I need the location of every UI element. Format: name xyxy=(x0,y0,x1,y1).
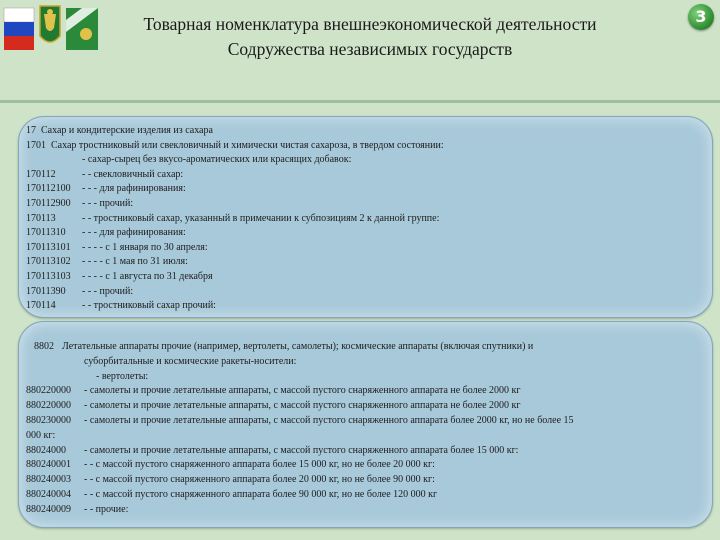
hs-code: 170112 xyxy=(26,168,56,180)
header-divider xyxy=(0,100,720,103)
hs-description: Летательные аппараты прочие (например, вертолеты, самолеты); космические аппараты (включая спутники) и xyxy=(62,341,534,352)
hs-description: - - - - с 1 августа по 31 декабря xyxy=(82,271,213,282)
title-line-1: Товарная номенклатура внешнеэкономической деятельности xyxy=(143,14,597,34)
section1-row xyxy=(26,285,133,299)
section1-row xyxy=(26,182,186,196)
hs-description: - - тростниковый сахар, указанный в примечании к субпозициям 2 к данной группе: xyxy=(82,212,440,224)
customs-emblem-icon xyxy=(40,6,60,42)
section1-row xyxy=(26,270,213,284)
section1-row xyxy=(26,139,444,153)
section2-row: - вертолеты: xyxy=(96,370,149,382)
logos xyxy=(2,2,102,58)
hs-code: 88024000 xyxy=(26,444,66,456)
hs-code: 17011390 xyxy=(26,285,66,297)
hs-description: - самолеты и прочие летательные аппараты, с массой пустого снаряженного аппарата более 15 000 кг: xyxy=(84,444,519,456)
hs-description: Сахар и кондитерские изделия из сахара xyxy=(41,125,213,136)
hs-code: 880240001 xyxy=(26,459,71,471)
hs-description: - - свекловичный сахар: xyxy=(82,168,184,180)
hs-code: 17011310 xyxy=(26,227,66,239)
hs-code: 880230000 xyxy=(26,415,71,426)
hs-description: - - с массой пустого снаряженного аппарата более 20 000 кг, но не более 90 000 кг: xyxy=(84,474,435,486)
hs-code: 880220000 xyxy=(26,400,71,412)
hs-code: 17 xyxy=(26,125,36,136)
section2-row: 000 кг: xyxy=(26,429,56,441)
hs-description: - - - для рафинирования: xyxy=(82,227,186,239)
section2-row: суборбитальные и космические ракеты-носители: xyxy=(84,355,297,367)
hs-code: 170113102 xyxy=(26,256,71,268)
section1-row xyxy=(26,212,439,226)
hs-code: 170112100 xyxy=(26,183,71,195)
hs-code: 170114 xyxy=(26,300,56,312)
hs-description: - - - - с 1 мая по 31 июля: xyxy=(82,256,188,268)
page-title xyxy=(110,12,630,62)
hs-description: - - с массой пустого снаряженного аппарата более 15 000 кг, но не более 20 000 кг: xyxy=(84,459,435,471)
hs-code: 880220000 xyxy=(26,385,71,397)
russian-flag-icon xyxy=(4,8,34,50)
hs-code: 170113101 xyxy=(26,241,71,253)
section2-row xyxy=(26,473,435,487)
section2-row xyxy=(26,503,128,517)
section2-row xyxy=(26,384,520,398)
hs-code: 170112900 xyxy=(26,198,71,209)
section2-row xyxy=(26,414,574,428)
hs-description: - - с массой пустого снаряженного аппарата более 90 000 кг, но не более 120 000 кг xyxy=(84,489,438,500)
hs-code: 170113 xyxy=(26,212,56,224)
hs-description: Сахар тростниковый или свекловичный и химически чистая сахароза, в твердом состоянии: xyxy=(51,139,444,151)
title-line-2: Содружества независимых государств xyxy=(227,39,513,59)
hs-description: - самолеты и прочие летательные аппараты, с массой пустого снаряженного аппарата не более 2000 кг xyxy=(84,400,521,412)
hs-description: - самолеты и прочие летательные аппараты, с массой пустого снаряженного аппарата более 2000 кг, но не более 15 xyxy=(84,415,574,426)
section1-row: - сахар-сырец без вкусо-ароматических или красящих добавок: xyxy=(82,154,352,166)
hs-description: - - - прочий: xyxy=(82,285,134,297)
section1-row xyxy=(26,168,183,182)
hs-description: - - тростниковый сахар прочий: xyxy=(82,300,216,312)
section2-row xyxy=(26,399,520,413)
hs-description: - - - прочий: xyxy=(82,198,134,209)
section1-row xyxy=(26,255,188,269)
slide-header xyxy=(0,0,720,104)
page-number-badge: 3 xyxy=(688,4,714,30)
hs-code: 880240009 xyxy=(26,503,71,515)
hs-code: 170113103 xyxy=(26,271,71,282)
section1-row xyxy=(26,299,216,313)
section1-row xyxy=(26,241,208,255)
hs-code: 1701 xyxy=(26,139,46,151)
section2-row xyxy=(26,444,518,458)
customs-flag-icon xyxy=(66,8,98,50)
section2-row xyxy=(26,488,437,502)
hs-description: - - - для рафинирования: xyxy=(82,183,186,195)
section2-row xyxy=(26,458,435,472)
hs-code: 880240003 xyxy=(26,474,71,486)
hs-description: - - - - с 1 января по 30 апреля: xyxy=(82,241,208,253)
section1-row xyxy=(26,197,133,211)
section1-row xyxy=(26,124,213,138)
section2-row xyxy=(34,340,533,354)
hs-description: - - прочие: xyxy=(84,503,129,515)
section1-row xyxy=(26,226,186,240)
hs-code: 8802 xyxy=(34,341,54,352)
hs-description: - самолеты и прочие летательные аппараты, с массой пустого снаряженного аппарата не более 2000 кг xyxy=(84,385,521,397)
hs-code: 880240004 xyxy=(26,489,71,500)
